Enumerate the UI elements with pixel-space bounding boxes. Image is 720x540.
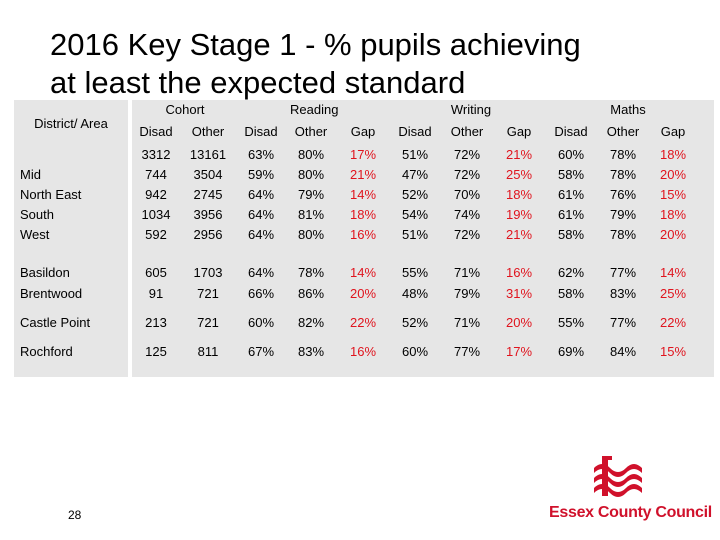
column-header-2: Disad [244, 124, 278, 139]
maths-group-header: Maths [610, 102, 646, 117]
gap-cell: 21% [505, 227, 533, 242]
gap-cell: 15% [659, 344, 687, 359]
table-cell: 83% [609, 286, 637, 301]
table-cell: 125 [145, 344, 167, 359]
column-header-6: Other [450, 124, 484, 139]
table-cell: 78% [609, 147, 637, 162]
table-cell: 61% [557, 187, 585, 202]
table-cell: 721 [197, 315, 219, 330]
table-cell: 63% [247, 147, 275, 162]
table-cell: 721 [197, 286, 219, 301]
writing-group-header: Writing [450, 102, 492, 117]
table-cell: 13161 [189, 147, 227, 162]
table-cell: 64% [247, 265, 275, 280]
table-cell: 78% [297, 265, 325, 280]
gap-cell: 25% [505, 167, 533, 182]
row-label: Basildon [20, 265, 70, 280]
table-cell: 79% [609, 207, 637, 222]
gap-cell: 14% [349, 187, 377, 202]
gap-cell: 20% [349, 286, 377, 301]
table-cell: 77% [609, 265, 637, 280]
table-cell: 74% [453, 207, 481, 222]
table-cell: 60% [247, 315, 275, 330]
gap-cell: 14% [349, 265, 377, 280]
table-cell: 3504 [193, 167, 223, 182]
table-cell: 79% [297, 187, 325, 202]
table-cell: 1703 [193, 265, 223, 280]
table-cell: 55% [401, 265, 429, 280]
row-label: Mid [20, 167, 41, 182]
district-area-header: District/ Area [34, 116, 108, 131]
table-cell: 72% [453, 147, 481, 162]
table-cell: 51% [401, 227, 429, 242]
table-cell: 51% [401, 147, 429, 162]
table-cell: 55% [557, 315, 585, 330]
gap-cell: 17% [505, 344, 533, 359]
table-cell: 76% [609, 187, 637, 202]
table-cell: 82% [297, 315, 325, 330]
table-cell: 2745 [193, 187, 223, 202]
table-cell: 811 [197, 344, 219, 359]
column-header-5: Disad [398, 124, 432, 139]
table-cell: 592 [145, 227, 167, 242]
table-cell: 60% [557, 147, 585, 162]
table-cell: 58% [557, 167, 585, 182]
column-header-0: Disad [139, 124, 173, 139]
table-cell: 58% [557, 227, 585, 242]
gap-cell: 20% [505, 315, 533, 330]
table-cell: 80% [297, 147, 325, 162]
table-cell: 71% [453, 265, 481, 280]
table-cell: 1034 [141, 207, 171, 222]
table-cell: 91 [148, 286, 164, 301]
gap-cell: 22% [659, 315, 687, 330]
gap-cell: 16% [349, 227, 377, 242]
table-cell: 70% [453, 187, 481, 202]
title-line-1: 2016 Key Stage 1 - % pupils achieving [50, 27, 581, 62]
gap-cell: 31% [505, 286, 533, 301]
gap-cell: 16% [349, 344, 377, 359]
table-cell: 942 [145, 187, 167, 202]
table-cell: 2956 [193, 227, 223, 242]
gap-cell: 21% [505, 147, 533, 162]
table-cell: 213 [145, 315, 167, 330]
cohort-group-header: Cohort [165, 102, 205, 117]
gap-cell: 25% [659, 286, 687, 301]
gap-cell: 22% [349, 315, 377, 330]
table-cell: 80% [297, 227, 325, 242]
gap-cell: 18% [349, 207, 377, 222]
gap-cell: 18% [659, 207, 687, 222]
table-cell: 84% [609, 344, 637, 359]
reading-group-header: Reading [290, 102, 339, 117]
table-cell: 744 [145, 167, 167, 182]
table-cell: 48% [401, 286, 429, 301]
column-header-10: Gap [660, 124, 686, 139]
table-cell: 66% [247, 286, 275, 301]
table-cell: 54% [401, 207, 429, 222]
table-cell: 81% [297, 207, 325, 222]
table-cell: 605 [145, 265, 167, 280]
gap-cell: 18% [505, 187, 533, 202]
table-cell: 59% [247, 167, 275, 182]
row-label: Castle Point [20, 315, 91, 330]
column-header-7: Gap [506, 124, 532, 139]
column-header-3: Other [294, 124, 328, 139]
table-cell: 77% [609, 315, 637, 330]
slide-title [50, 26, 690, 102]
gap-cell: 16% [505, 265, 533, 280]
gap-cell: 21% [349, 167, 377, 182]
table-cell: 52% [401, 187, 429, 202]
row-label: Rochford [20, 344, 73, 359]
table-cell: 72% [453, 167, 481, 182]
page-number: 28 [68, 508, 82, 522]
row-label: South [20, 207, 54, 222]
logo-text: Essex County Council [549, 504, 712, 521]
column-header-8: Disad [554, 124, 588, 139]
table-cell: 62% [557, 265, 585, 280]
table-cell: 78% [609, 167, 637, 182]
table-cell: 64% [247, 227, 275, 242]
row-label: Brentwood [20, 286, 83, 301]
row-label: West [20, 227, 50, 242]
table-cell: 79% [453, 286, 481, 301]
table-cell: 3312 [141, 147, 171, 162]
table-cell: 58% [557, 286, 585, 301]
table-cell: 77% [453, 344, 481, 359]
gap-cell: 19% [505, 207, 533, 222]
gap-cell: 14% [659, 265, 687, 280]
column-header-4: Gap [350, 124, 376, 139]
table-cell: 60% [401, 344, 429, 359]
table-cell: 72% [453, 227, 481, 242]
column-header-9: Other [606, 124, 640, 139]
table-cell: 52% [401, 315, 429, 330]
table-cell: 47% [401, 167, 429, 182]
gap-cell: 20% [659, 167, 687, 182]
table-cell: 71% [453, 315, 481, 330]
table-cell: 78% [609, 227, 637, 242]
table-cell: 80% [297, 167, 325, 182]
title-line-2: at least the expected standard [50, 65, 466, 100]
table-cell: 64% [247, 187, 275, 202]
table-cell: 61% [557, 207, 585, 222]
table-cell: 86% [297, 286, 325, 301]
column-header-1: Other [191, 124, 225, 139]
table-cell: 67% [247, 344, 275, 359]
table-cell: 3956 [193, 207, 223, 222]
table-cell: 69% [557, 344, 585, 359]
row-label: North East [20, 187, 82, 202]
table-cell: 83% [297, 344, 325, 359]
gap-cell: 15% [659, 187, 687, 202]
gap-cell: 17% [349, 147, 377, 162]
table-cell: 64% [247, 207, 275, 222]
gap-cell: 20% [659, 227, 687, 242]
gap-cell: 18% [659, 147, 687, 162]
